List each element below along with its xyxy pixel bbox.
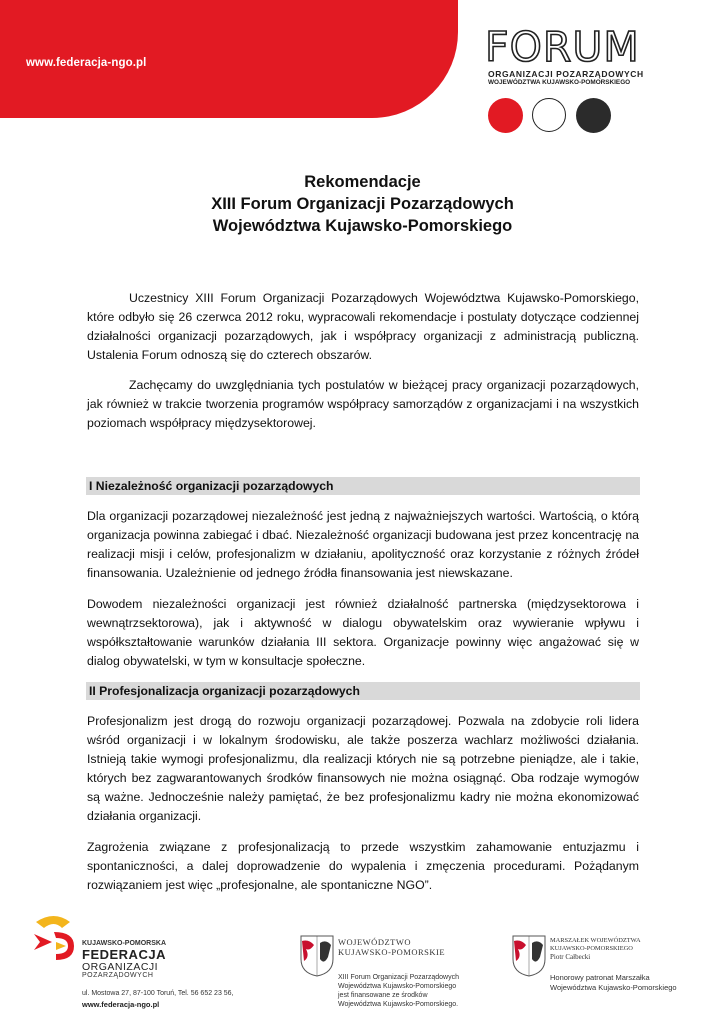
marshal-crest-icon (512, 935, 546, 977)
federation-line-2: FEDERACJA (82, 947, 166, 962)
voivodeship-caption-3: jest finansowane ze środków (338, 992, 428, 999)
forum-logo-line1: ORGANIZACJI POZARZĄDOWYCH (488, 69, 644, 79)
federation-address: ul. Mostowa 27, 87-100 Toruń, Tel. 56 652 23 56, (82, 990, 234, 997)
forum-logo-line2: WOJEWÓDZTWA KUJAWSKO-POMORSKIEGO (488, 79, 631, 86)
federation-line-4: POZARZĄDOWYCH (82, 972, 154, 979)
voivodeship-caption (338, 973, 459, 1009)
federation-line-1: KUJAWSKO-POMORSKA (82, 940, 167, 947)
document-title (90, 171, 635, 237)
federation-logo-icon (30, 912, 78, 966)
marshal-name (550, 937, 641, 952)
forum-logo (482, 23, 662, 140)
title-line-2: XIII Forum Organizacji Pozarządowych (211, 195, 514, 213)
intro-paragraph-2: Zachęcamy do uwzględniania tych postulatów w bieżącej pracy organizacji pozarządowych, jak również w trakcie tworzenia programów współpracy samorządów z organizacjami i na wszystkich poziomach współpracy międzysektorowej. (87, 378, 639, 430)
voivodeship-name-2: KUJAWSKO-POMORSKIE (338, 947, 446, 957)
voivodeship-block (300, 935, 480, 1017)
marshal-name-2: KUJAWSKO-POMORSKIEGO (550, 944, 633, 952)
section-heading-2: II Profesjonalizacja organizacji pozarządowych (86, 682, 640, 700)
voivodeship-caption-1: XIII Forum Organizacji Pozarządowych (338, 974, 459, 981)
marshal-caption-2: Województwa Kujawsko-Pomorskiego (550, 983, 677, 992)
dark-circle-icon (576, 98, 611, 133)
marshal-name-1: MARSZAŁEK WOJEWÓDZTWA (550, 937, 641, 944)
federation-line-3: ORGANIZACJI (82, 961, 159, 973)
voivodeship-name (338, 937, 445, 957)
white-circle-icon (532, 98, 566, 132)
title-line-3: Województwa Kujawsko-Pomorskiego (212, 217, 513, 235)
marshal-block (512, 935, 712, 1017)
marshal-caption (550, 973, 677, 993)
title-line-1: Rekomendacje (304, 173, 421, 191)
forum-logo-word: FORUM (485, 23, 640, 71)
voivodeship-caption-2: Województwa Kujawsko-Pomorskiego (338, 983, 457, 990)
section-1-paragraph-1: Dla organizacji pozarządowej niezależność jest jedną z najważniejszych wartości. Wartością, o którą organizacja powinna zabiegać i dbać. Niezależność organizacji budowana jest przez koncentrację na realizacji misji i celów, profesjonalizm w działaniu, apolityczność oraz korzystanie z różnych źródeł finansowania. Uzależnienie od jednego źródła finansowania jest niewskazane. (87, 509, 639, 580)
federation-url[interactable]: www.federacja-ngo.pl (82, 1000, 160, 1009)
header-banner (0, 0, 458, 118)
voivodeship-caption-4: Województwa Kujawsko-Pomorskiego. (338, 1001, 459, 1008)
coat-of-arms-icon (300, 935, 334, 977)
site-url[interactable]: www.federacja-ngo.pl (26, 57, 147, 69)
marshal-signature: Piotr Całbecki (550, 953, 591, 961)
section-1-paragraph-2: Dowodem niezależności organizacji jest również działalność partnerska (międzysektorowa i wewnątrzsektorowa), jak i aktywność w dialogu obywatelskim oraz wywieranie wpływu i współkształtowanie warunków działania III sektora. Organizacje powinny więc angażować się w dialog obywatelski, w tym w konsultacje społeczne. (87, 597, 639, 668)
section-heading-1: I Niezależność organizacji pozarządowych (86, 477, 640, 495)
intro-paragraph-1: Uczestnicy XIII Forum Organizacji Pozarządowych Województwa Kujawsko-Pomorskiego, które odbyło się 26 czerwca 2012 roku, wypracowali rekomendacje i postulaty dotyczące codziennej działalności organizacji pozarządowych, jak i współpracy organizacji z administracją publiczną. Ustalenia Forum odnoszą się do czterech obszarów. (87, 291, 639, 362)
marshal-caption-1: Honorowy patronat Marszałka (550, 973, 650, 982)
voivodeship-name-1: WOJEWÓDZTWO (338, 937, 412, 947)
red-circle-icon (488, 98, 523, 133)
section-2-paragraph-2: Zagrożenia związane z profesjonalizacją to przede wszystkim zahamowanie entuzjazmu i spontaniczności, a dalej doprowadzenie do wypalenia i zmęczenia procedurami. Pożądanym rozwiązaniem jest więc „profesjonalne, ale spontaniczne NGO”. (87, 840, 639, 892)
section-2-paragraph-1: Profesjonalizm jest drogą do rozwoju organizacji pozarządowej. Pozwala na zdobycie roli lidera wśród organizacji i w lokalnym środowisku, ale także poszerza wachlarz możliwości działania. Istnieją takie wymogi profesjonalizmu, dla realizacji których nie są potrzebne pieniądze, ale i takie, których bez zagwarantowanych środków finansowych nie można osiągnąć. Oba rodzaje wymogów są ważne. Jednocześnie należy pamiętać, że bez profesjonalizmu kadry nie można ekonomizować działania organizacji. (87, 714, 639, 823)
federation-logo-block (30, 912, 260, 1012)
